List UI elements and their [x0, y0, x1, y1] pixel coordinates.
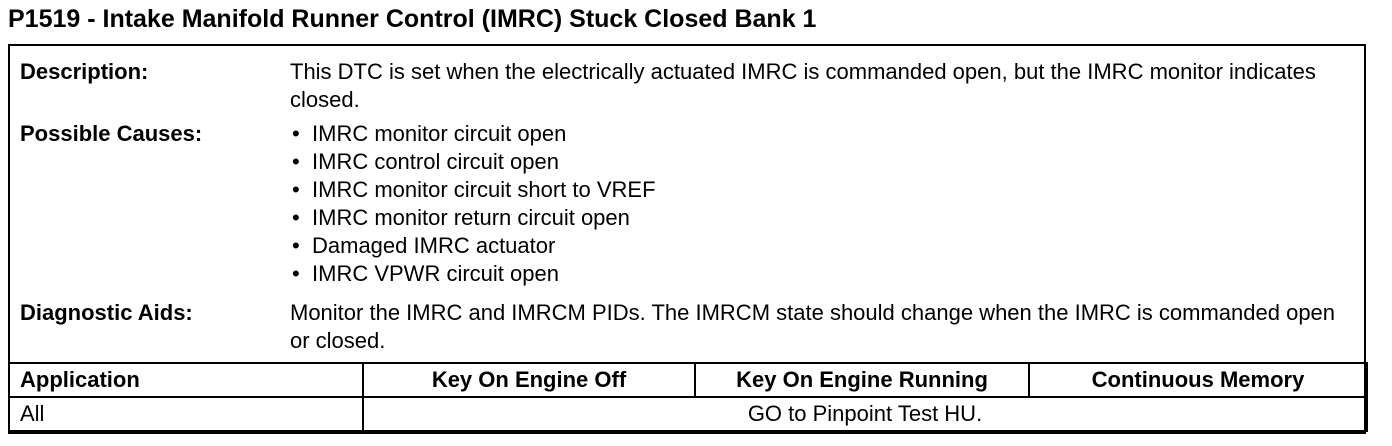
application-table: [8, 362, 1368, 432]
cause-text: Damaged IMRC actuator: [312, 233, 556, 258]
list-item: [290, 204, 1350, 232]
possible-causes-label: Possible Causes:: [20, 121, 203, 146]
column-header-key-on-engine-running: Key On Engine Running: [695, 363, 1029, 397]
cause-text: IMRC control circuit open: [312, 149, 559, 174]
action-cell: GO to Pinpoint Test HU.: [363, 397, 1367, 431]
table-header-row: [9, 363, 1367, 397]
list-item: [290, 120, 1350, 148]
column-header-continuous-memory: Continuous Memory: [1029, 363, 1367, 397]
description-label: Description:: [20, 59, 149, 84]
column-header-application: Application: [9, 363, 363, 397]
list-item: [290, 260, 1350, 288]
bullet-icon: •: [292, 121, 300, 146]
possible-causes-list: [290, 120, 1350, 288]
bullet-icon: •: [292, 177, 300, 202]
list-item: [290, 148, 1350, 176]
table-row: [9, 397, 1367, 431]
description-text: This DTC is set when the electrically actuated IMRC is commanded open, but the IMRC monitor indicates closed.: [290, 59, 1316, 112]
cause-text: IMRC VPWR circuit open: [312, 261, 559, 286]
diagnostic-aids-row: [10, 299, 1364, 359]
column-header-key-on-engine-off: Key On Engine Off: [363, 363, 695, 397]
possible-causes-content: [290, 120, 1350, 288]
cause-text: IMRC monitor return circuit open: [312, 205, 630, 230]
dtc-info-box: [8, 44, 1366, 434]
possible-causes-row: [10, 120, 1364, 290]
bullet-icon: •: [292, 149, 300, 174]
bullet-icon: •: [292, 261, 300, 286]
description-row: [10, 58, 1364, 118]
list-item: [290, 232, 1350, 260]
cause-text: IMRC monitor circuit open: [312, 121, 567, 146]
application-cell: All: [9, 397, 363, 431]
bullet-icon: •: [292, 205, 300, 230]
diagnostic-aids-label: Diagnostic Aids:: [20, 300, 193, 325]
bullet-icon: •: [292, 233, 300, 258]
list-item: [290, 176, 1350, 204]
page-title: P1519 - Intake Manifold Runner Control (IMRC) Stuck Closed Bank 1: [8, 5, 817, 33]
diagnostic-aids-text: Monitor the IMRC and IMRCM PIDs. The IMRCM state should change when the IMRC is commanded open or closed.: [290, 300, 1336, 353]
cause-text: IMRC monitor circuit short to VREF: [312, 177, 656, 202]
